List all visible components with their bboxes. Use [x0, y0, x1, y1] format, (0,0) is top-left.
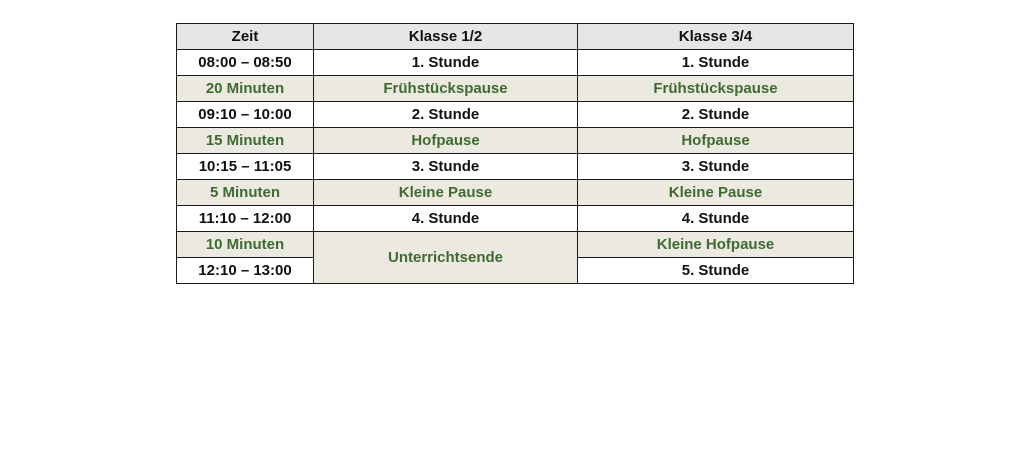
time-cell: 10:15 – 11:05: [177, 154, 314, 180]
time-cell: 09:10 – 10:00: [177, 102, 314, 128]
klasse-1-2-cell: Frühstückspause: [314, 76, 578, 102]
time-cell: 08:00 – 08:50: [177, 50, 314, 76]
table-row: [177, 128, 854, 154]
table-row: [177, 206, 854, 232]
klasse-1-2-cell: 4. Stunde: [314, 206, 578, 232]
table-row: [177, 76, 854, 102]
header-klasse-3-4: Klasse 3/4: [578, 24, 854, 50]
klasse-1-2-cell: 2. Stunde: [314, 102, 578, 128]
klasse-1-2-cell: Hofpause: [314, 128, 578, 154]
time-cell: 10 Minuten: [177, 232, 314, 258]
time-cell: 5 Minuten: [177, 180, 314, 206]
klasse-3-4-cell: 3. Stunde: [578, 154, 854, 180]
klasse-1-2-cell: 3. Stunde: [314, 154, 578, 180]
klasse-3-4-cell: 5. Stunde: [578, 258, 854, 284]
klasse-1-2-cell: 1. Stunde: [314, 50, 578, 76]
klasse-3-4-cell: Kleine Hofpause: [578, 232, 854, 258]
klasse-3-4-cell: Kleine Pause: [578, 180, 854, 206]
klasse-1-2-cell: Kleine Pause: [314, 180, 578, 206]
header-klasse-1-2: Klasse 1/2: [314, 24, 578, 50]
time-cell: 12:10 – 13:00: [177, 258, 314, 284]
klasse-1-2-cell-merged: Unterrichtsende: [314, 232, 578, 284]
header-zeit: Zeit: [177, 24, 314, 50]
table-row: [177, 154, 854, 180]
time-cell: 11:10 – 12:00: [177, 206, 314, 232]
klasse-3-4-cell: 4. Stunde: [578, 206, 854, 232]
schedule-table: [176, 23, 854, 284]
time-cell: 20 Minuten: [177, 76, 314, 102]
table-row: [177, 102, 854, 128]
klasse-3-4-cell: 2. Stunde: [578, 102, 854, 128]
time-cell: 15 Minuten: [177, 128, 314, 154]
klasse-3-4-cell: Hofpause: [578, 128, 854, 154]
table-header-row: [177, 24, 854, 50]
klasse-3-4-cell: Frühstückspause: [578, 76, 854, 102]
table-row: [177, 180, 854, 206]
klasse-3-4-cell: 1. Stunde: [578, 50, 854, 76]
table-row: [177, 50, 854, 76]
table-row: [177, 232, 854, 258]
